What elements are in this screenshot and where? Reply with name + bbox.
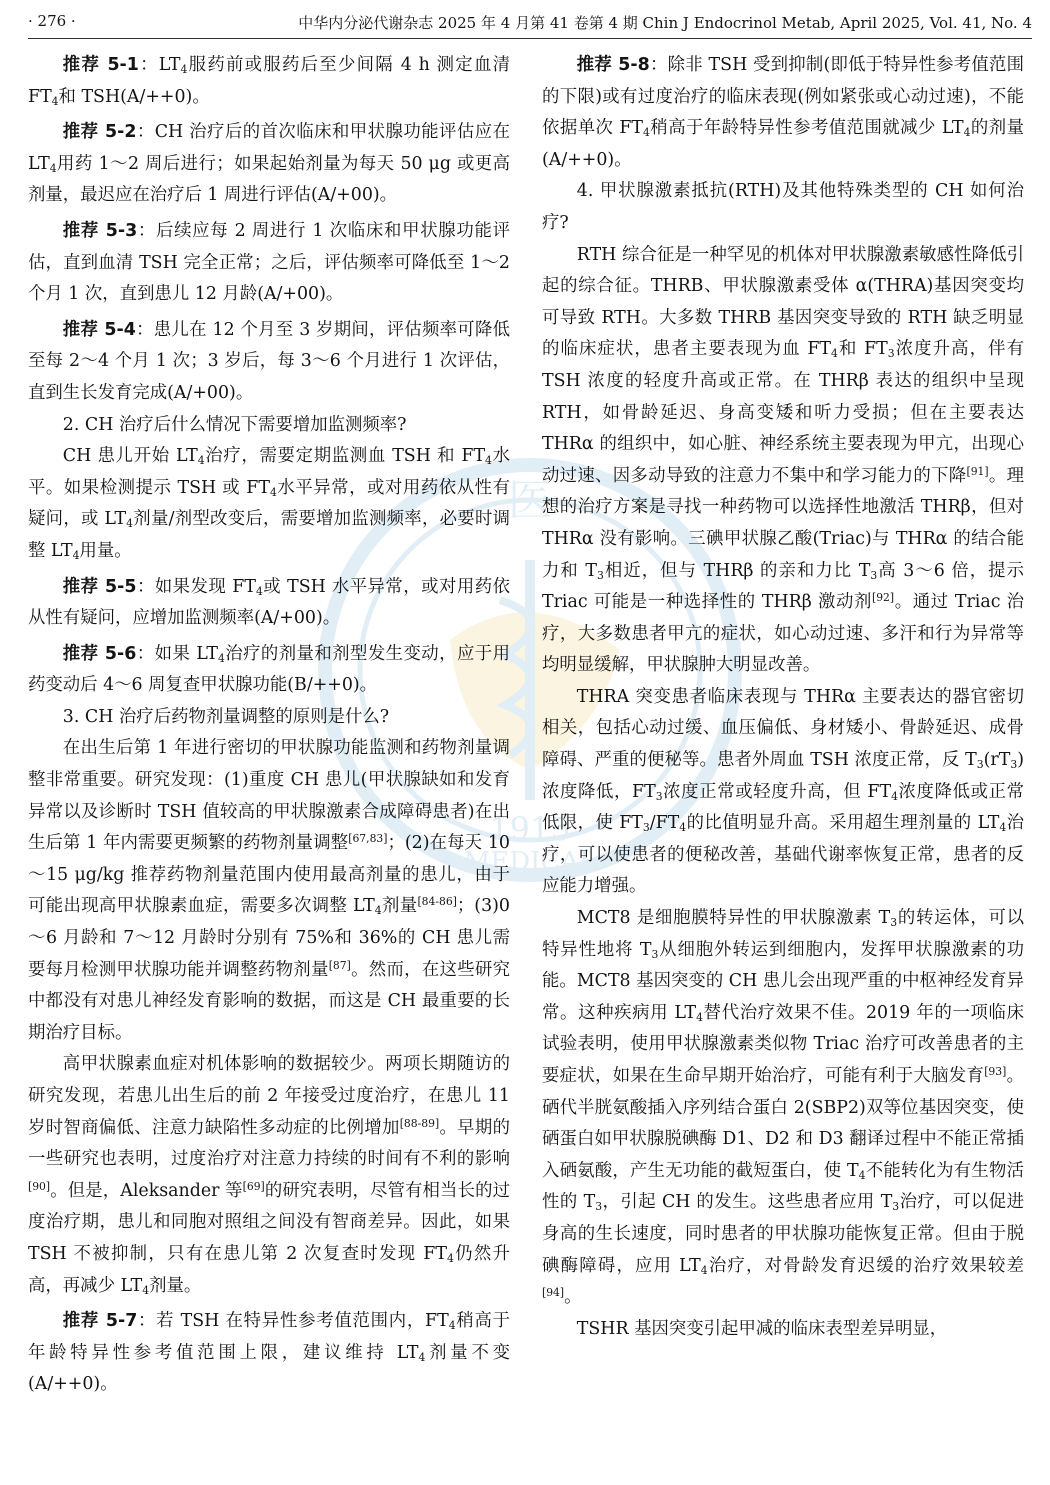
watermark-character: 医 bbox=[508, 475, 552, 526]
recommendation-label: 推荐 5-7 bbox=[62, 1311, 138, 1332]
watermark-year: 1915 bbox=[489, 810, 571, 848]
body-paragraph: 3. CH 治疗后药物剂量调整的原则是什么? bbox=[62, 706, 390, 727]
right-text-column bbox=[542, 46, 1024, 1476]
recommendation-label: 推荐 5-1 bbox=[62, 55, 139, 75]
recommendation-paragraph bbox=[542, 50, 1024, 176]
body-paragraph: CH 患儿开始 $LT_4$治疗，需要定期监测血 TSH 和 $FT_4$水平。如果检测提示 TSH 或 $FT_4$水平异常，或对用药依从性有疑问，或 $LT_4$剂量/剂型改变后，需要增加监测频率，必要时调整 $LT_4$用量。 bbox=[28, 446, 510, 562]
header-rule bbox=[28, 38, 1032, 39]
journal-running-title: 中华内分泌代谢杂志 2025 年 4 月第 41 卷第 4 期 Chin J Endocrinol Metab, April 2025, Vol. 41, No. 4 bbox=[298, 14, 1032, 32]
recommendation-paragraph bbox=[28, 639, 510, 702]
recommendation-label: 推荐 5-3 bbox=[62, 220, 138, 241]
recommendation-text: ：后续应每 2 周进行 1 次临床和甲状腺功能评估，直到血清 TSH 完全正常；之后，评估频率可降低至 1～2 个月 1 次，直到患儿 12 月龄(A/+00)。 bbox=[28, 220, 510, 305]
watermark-org: MEDICAL bbox=[463, 847, 597, 877]
running-header bbox=[28, 6, 1032, 36]
recommendation-label: 推荐 5-5 bbox=[62, 576, 137, 597]
body-paragraph: 4. 甲状腺激素抵抗(RTH)及其他特殊类型的 CH 如何治疗? bbox=[542, 181, 1024, 233]
recommendation-label: 推荐 5-2 bbox=[62, 122, 137, 143]
body-paragraph: RTH 综合征是一种罕见的机体对甲状腺激素敏感性降低引起的综合征。THRB、甲状腺激素受体 α(THRA)基因突变均可导致 RTH。大多数 THRB 基因突变导致的 RTH 缺乏明显的临床症状，患者主要表现为血 $FT_4$和 $FT_3$浓度升高，伴有 TSH 浓度的轻度升高或正常。在 THRβ 表达的组织中呈现 RTH，如骨龄延迟、身高变矮和听力受损；但在主要表达 THRα 的组织中，如心脏、神经系统主要表现为甲亢，出现心动过速、因多动导致的注意力不集中和学习能力的下降[91]。理想的治疗方案是寻找一种药物可以选择性地激活 THRβ，但对 THRα 没有影响。三碘甲状腺乙酸(Triac)与 THRα 的结合能力和 $T_3$相近，但与 THRβ 的亲和力比 $T_3$高 3～6 倍，提示 Triac 可能是一种选择性的 THRβ 激动剂[92]。通过 Triac 治疗，大多数患者甲亢的症状，如心动过速、多汗和行为异常等均明显缓解，甲状腺肿大明显改善。 bbox=[542, 244, 1024, 676]
recommendation-text: ：除非 TSH 受到抑制(即低于特异性参考值范围的下限)或有过度治疗的临床表现(例如紧张或心动过速)，不能依据单次 $FT_4$稍高于年龄特异性参考值范围就减少 $LT_4$的剂量(A/++0)。 bbox=[542, 55, 1024, 170]
recommendation-label: 推荐 5-4 bbox=[62, 319, 136, 340]
body-paragraph: MCT8 是细胞膜特异性的甲状腺激素 $T_3$的转运体，可以特异性地将 $T_3$从细胞外转运到细胞内，发挥甲状腺激素的功能。MCT8 基因突变的 CH 患儿会出现严重的中枢神经发育异常。这种疾病用 $LT_4$替代治疗效果不佳。2019 年的一项临床试验表明，使用甲状腺激素类似物 Triac 治疗可改善患者的主要症状，如果在生命早期开始治疗，可能有利于大脑发育[93]。硒代半胱氨酸插入序列结合蛋白 2(SBP2)双等位基因突变，使硒蛋白如甲状腺脱碘酶 D1、D2 和 D3 翻译过程中不能正常插入硒氨酸，产生无功能的截短蛋白，使 $T_4$不能转化为有生物活性的 $T_3$，引起 CH 的发生。这些患者应用 $T_3$治疗，可以促进身高的生长速度，同时患者的甲状腺功能恢复正常。但由于脱碘酶障碍，应用 $LT_4$治疗，对骨龄发育迟缓的治疗效果较差[94]。 bbox=[542, 908, 1024, 1308]
body-paragraph: 高甲状腺素血症对机体影响的数据较少。两项长期随访的研究发现，若患儿出生后的前 2 年接受过度治疗，在患儿 11 岁时智商偏低、注意力缺陷性多动症的比例增加[88-89]。早期的一些研究也表明，过度治疗对注意力持续的时间有不利的影响[90]。但是，Aleksander 等[69]的研究表明，尽管有相当长的过度治疗期，患儿和同胞对照组之间没有智商差异。因此，如果 TSH 不被抑制，只有在患儿第 2 次复查时发现 $FT_4$仍然升高，再减少 $LT_4$剂量。 bbox=[28, 1054, 510, 1297]
recommendation-text: ：如果发现 $FT_4$或 TSH 水平异常，或对用药依从性有疑问，应增加监测频率(A/+00)。 bbox=[28, 576, 510, 629]
recommendation-paragraph bbox=[28, 50, 510, 113]
body-paragraph: THRA 突变患者临床表现与 THRα 主要表达的器官密切相关，包括心动过缓、血压偏低、身材矮小、骨龄延迟、成骨障碍、严重的便秘等。患者外周血 TSH 浓度正常，反 $T_3(rT_3)$浓度降低，$FT_3$浓度正常或轻度升高，但 $FT_4$浓度降低或正常低限，使 $FT_3/FT_4$的比值明显升高。采用超生理剂量的 $LT_4$治疗，可以使患者的便秘改善，基础代谢率恢复正常，患者的反应能力增强。 bbox=[542, 686, 1024, 897]
recommendation-label: 推荐 5-8 bbox=[576, 55, 650, 75]
body-paragraph: 在出生后第 1 年进行密切的甲状腺功能监测和药物剂量调整非常重要。研究发现：(1)重度 CH 患儿(甲状腺缺如和发育异常以及诊断时 TSH 值较高的甲状腺激素合成障碍患者)在出生后第 1 年内需要更频繁的药物剂量调整[67,83]；(2)在每天 10～15 μg/kg 推荐药物剂量范围内使用最高剂量的患儿，由于可能出现高甲状腺素血症，需要多次调整 $LT_4$剂量[84-86]；(3)0～6 月龄和 7～12 月龄时分别有 75%和 36%的 CH 患儿需要每月检测甲状腺功能并调整药物剂量[87]。然而，在这些研究中都没有对患儿神经发育影响的数据，而这是 CH 最重要的长期治疗目标。 bbox=[28, 738, 510, 1043]
recommendation-paragraph bbox=[28, 315, 510, 410]
body-paragraph: TSHR 基因突变引起甲减的临床表型差异明显， bbox=[576, 1318, 948, 1339]
body-paragraph: 2. CH 治疗后什么情况下需要增加监测频率? bbox=[62, 414, 407, 435]
recommendation-paragraph bbox=[28, 117, 510, 212]
recommendation-paragraph bbox=[28, 572, 510, 635]
left-text-column bbox=[28, 46, 510, 1476]
page-number: · 276 · bbox=[28, 12, 76, 30]
recommendation-paragraph bbox=[28, 1306, 510, 1401]
recommendation-paragraph bbox=[28, 216, 510, 311]
recommendation-text: ：如果 $LT_4$治疗的剂量和剂型发生变动，应于用药变动后 4～6 周复查甲状腺功能(B/++0)。 bbox=[28, 643, 510, 696]
recommendation-text: ：患儿在 12 个月至 3 岁期间，评估频率可降低至每 2～4 个月 1 次；3 岁后，每 3～6 个月进行 1 次评估，直到生长发育完成(A/+00)。 bbox=[28, 319, 510, 403]
recommendation-text: ：CH 治疗后的首次临床和甲状腺功能评估应在 $LT_4$用药 1～2 周后进行；如果起始剂量为每天 50 μg 或更高剂量，最迟应在治疗后 1 周进行评估(A/+00)。 bbox=[28, 122, 510, 206]
recommendation-text: ：$LT_4$服药前或服药后至少间隔 4 h 测定血清 $FT_4$和 TSH(A/++0)。 bbox=[28, 55, 510, 108]
recommendation-label: 推荐 5-6 bbox=[62, 643, 137, 664]
recommendation-text: ：若 TSH 在特异性参考值范围内，$FT_4$稍高于年龄特异性参考值范围上限，建议维持 $LT_4$剂量不变(A/++0)。 bbox=[28, 1311, 510, 1395]
